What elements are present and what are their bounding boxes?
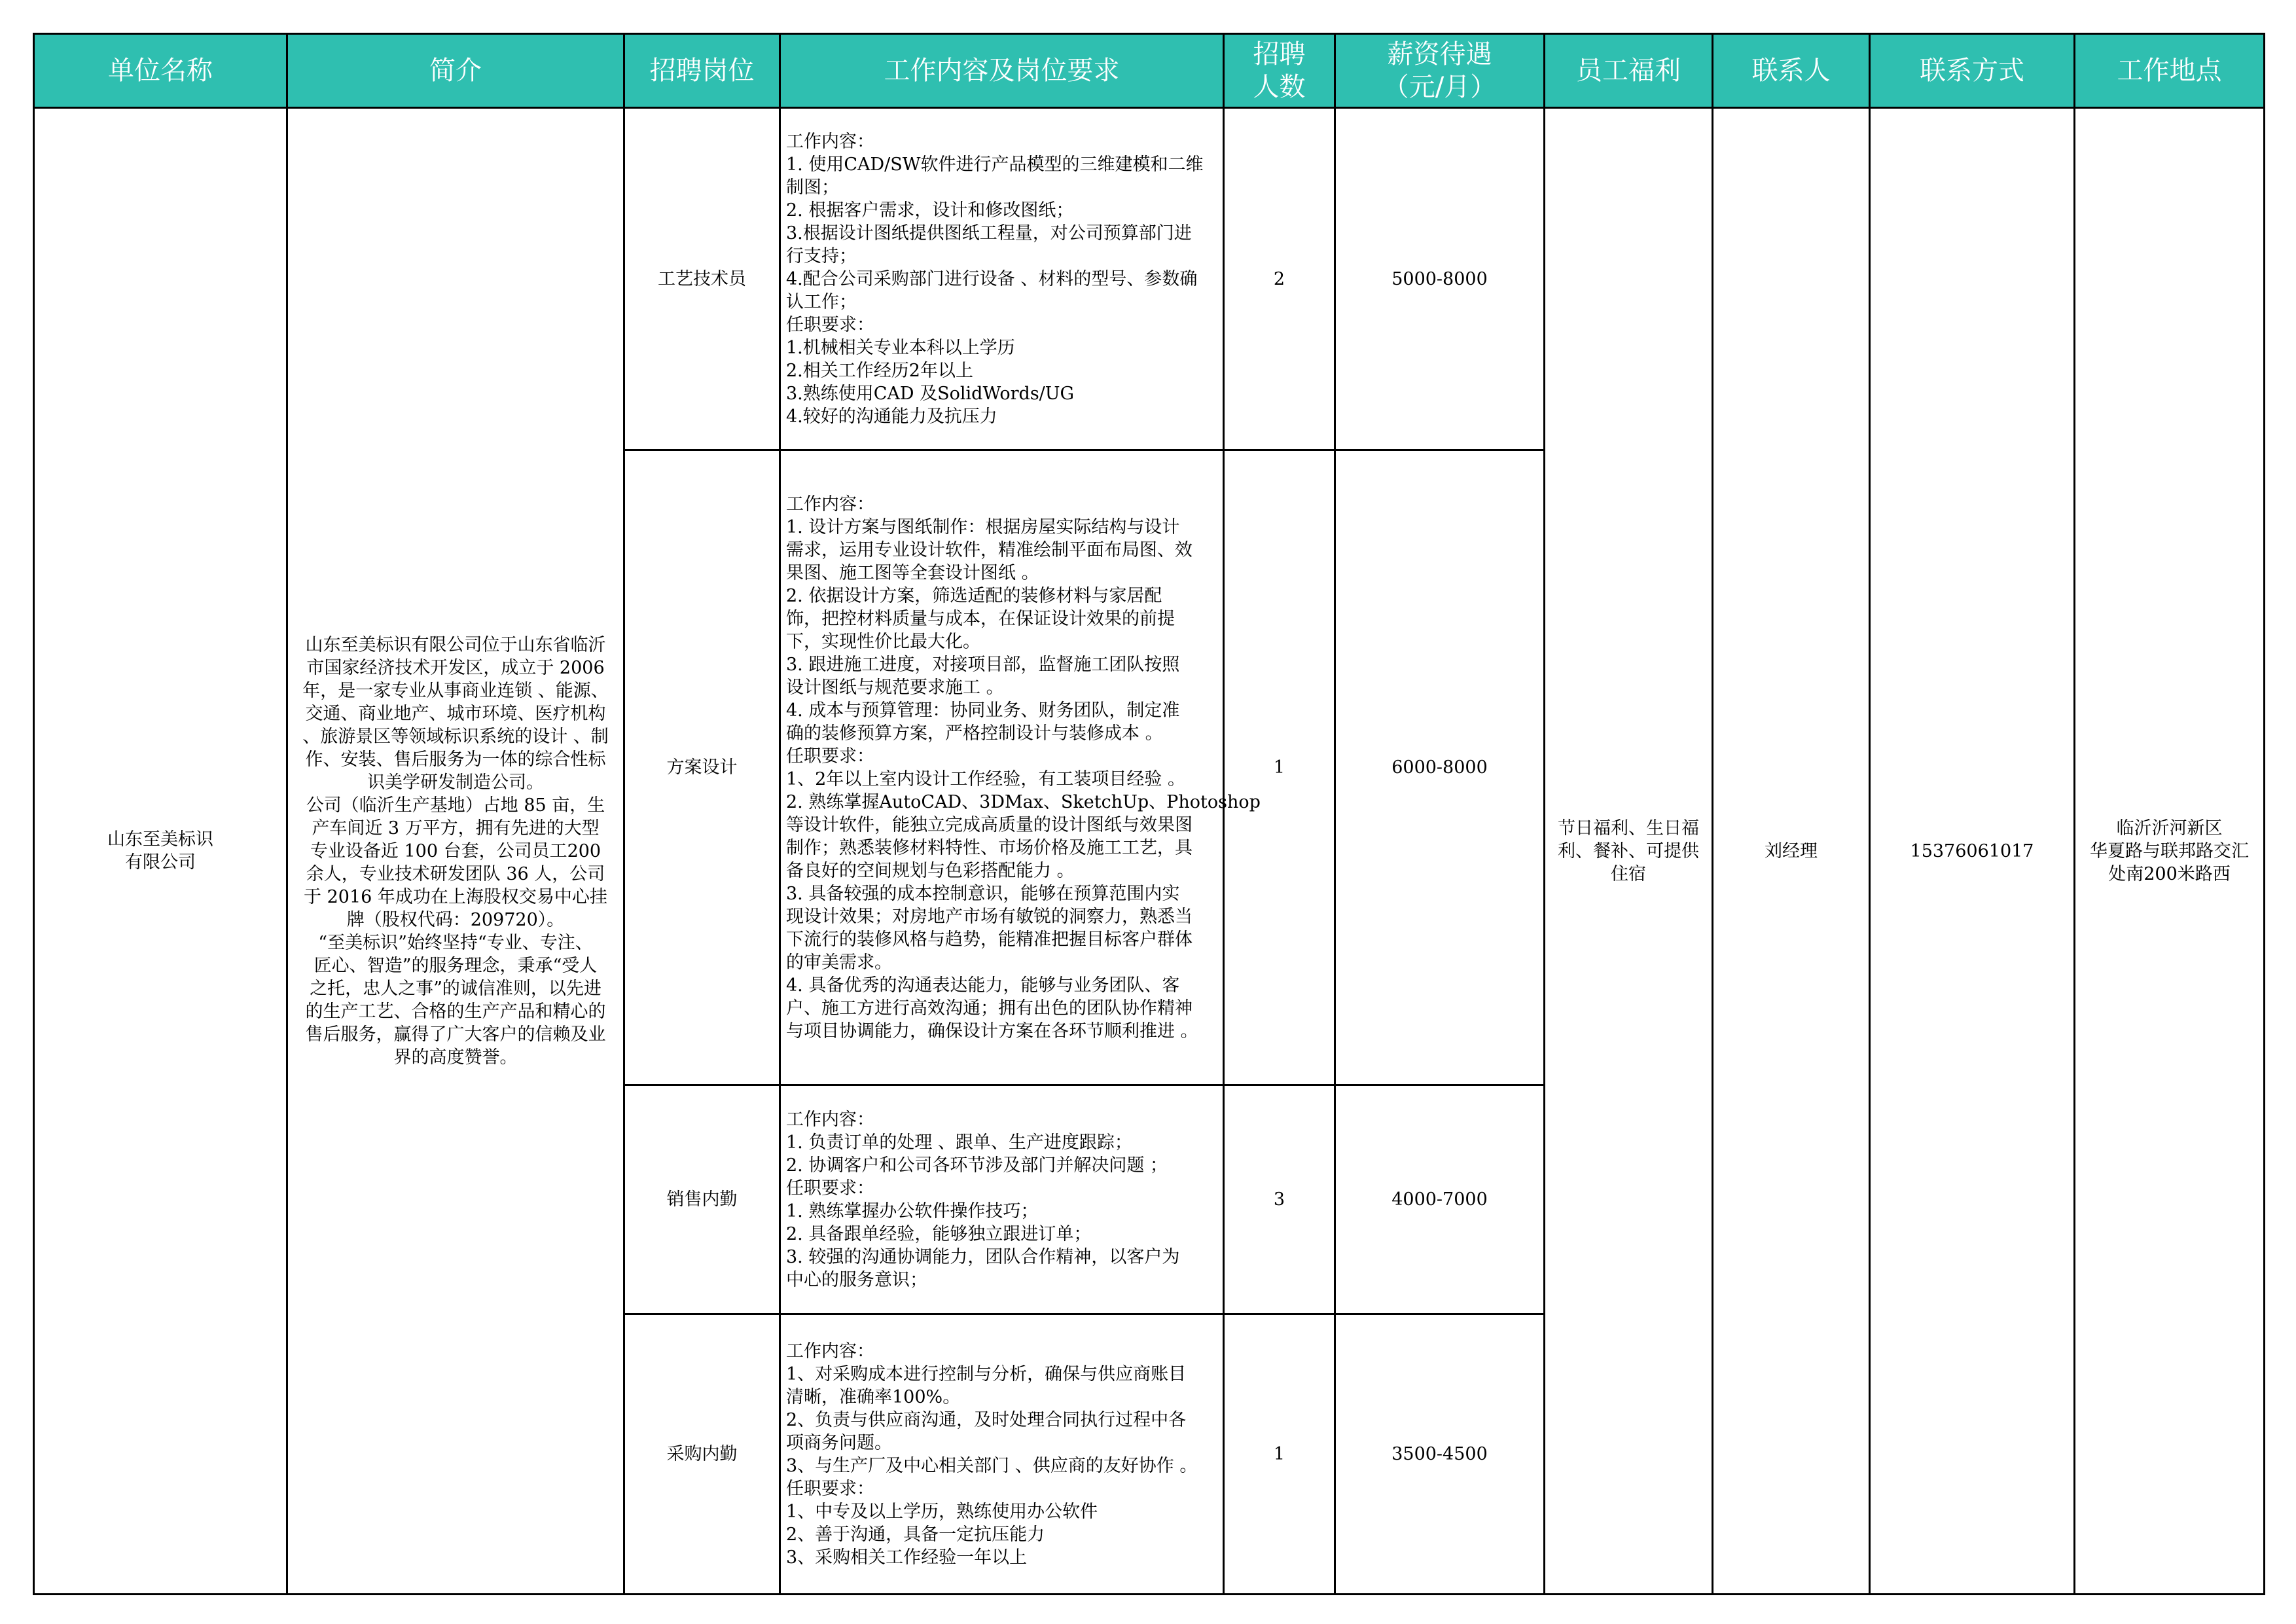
header-description: 工作内容及岗位要求: [780, 34, 1224, 108]
job-headcount: 2: [1224, 108, 1335, 450]
job-headcount: 3: [1224, 1085, 1335, 1314]
job-title: 销售内勤: [624, 1085, 780, 1314]
job-headcount: 1: [1224, 1314, 1335, 1595]
company-contact: 刘经理: [1713, 108, 1870, 1595]
company-benefits: 节日福利、生日福 利、餐补、可提供 住宿: [1545, 108, 1713, 1595]
job-description: 工作内容： 1、对采购成本进行控制与分析，确保与供应商账目 清晰，准确率100%。 2、负责与供应商沟通，及时处理合同执行过程中各 项商务问题。 3、与生产厂及中心相关部门 、供应商的友好协作 。 任职要求： 1、中专及以上学历，熟练使用办公软件 2、善于沟通，具备一定抗压能力 3、采购相关工作经验一年以上: [780, 1314, 1224, 1595]
job-salary: 4000-7000: [1335, 1085, 1545, 1314]
header-benefits: 员工福利: [1545, 34, 1713, 108]
job-description: 工作内容： 1. 设计方案与图纸制作：根据房屋实际结构与设计 需求，运用专业设计软件，精准绘制平面布局图、效 果图、施工图等全套设计图纸 。 2. 依据设计方案，筛选适配的装修材料与家居配 饰，把控材料质量与成本，在保证设计效果的前提 下，实现性价比最大化。 3. 跟进施工进度，对接项目部，监督施工团队按照 设计图纸与规范要求施工 。 4. 成本与预算管理：协同业务、财务团队，制定准 确的装修预算方案，严格控制设计与装修成本 。 任职要求： 1、2年以上室内设计工作经验，有工装项目经验 。 2. 熟练掌握AutoCAD、3DMax、SketchUp、Photoshop 等设计软件，能独立完成高质量的设计图纸与效果图 制作；熟悉装修材料特性、市场价格及施工工艺，具 备良好的空间规划与色彩搭配能力 。 3. 具备较强的成本控制意识，能够在预算范围内实 现设计效果；对房地产市场有敏锐的洞察力，熟悉当 下流行的装修风格与趋势，能精准把握目标客户群体 的审美需求。 4. 具备优秀的沟通表达能力，能够与业务团队、客 户、施工方进行高效沟通；拥有出色的团队协作精神 与项目协调能力，确保设计方案在各环节顺利推进 。: [780, 450, 1224, 1085]
header-headcount: 招聘 人数: [1224, 34, 1335, 108]
company-location: 临沂沂河新区 华夏路与联邦路交汇 处南200米路西: [2075, 108, 2265, 1595]
job-description: 工作内容： 1. 负责订单的处理 、跟单、生产进度跟踪； 2. 协调客户和公司各环节涉及部门并解决问题 ； 任职要求： 1. 熟练掌握办公软件操作技巧； 2. 具备跟单经验，能够独立跟进订单； 3. 较强的沟通协调能力，团队合作精神，以客户为 中心的服务意识；: [780, 1085, 1224, 1314]
header-intro: 简介: [287, 34, 624, 108]
job-salary: 6000-8000: [1335, 450, 1545, 1085]
header-contact: 联系人: [1713, 34, 1870, 108]
header-position: 招聘岗位: [624, 34, 780, 108]
job-description: 工作内容： 1. 使用CAD/SW软件进行产品模型的三维建模和二维 制图； 2. 根据客户需求，设计和修改图纸； 3.根据设计图纸提供图纸工程量，对公司预算部门进 行支持； 4.配合公司采购部门进行设备 、材料的型号、参数确 认工作； 任职要求： 1.机械相关专业本科以上学历 2.相关工作经历2年以上 3.熟练使用CAD 及SolidWords/UG 4.较好的沟通能力及抗压力: [780, 108, 1224, 450]
header-salary: 薪资待遇 （元/月）: [1335, 34, 1545, 108]
recruitment-table: [33, 33, 2265, 1595]
job-title: 采购内勤: [624, 1314, 780, 1595]
company-name: 山东至美标识 有限公司: [34, 108, 287, 1595]
job-title: 工艺技术员: [624, 108, 780, 450]
job-salary: 5000-8000: [1335, 108, 1545, 450]
header-phone: 联系方式: [1870, 34, 2075, 108]
header-location: 工作地点: [2075, 34, 2265, 108]
header-row: [34, 34, 2265, 108]
table-row: [34, 108, 2265, 450]
company-intro: 山东至美标识有限公司位于山东省临沂 市国家经济技术开发区，成立于 2006 年，是一家专业从事商业连锁 、能源、 交通、商业地产、城市环境、医疗机构 、旅游景区等领域标识系统的设计 、制 作、安装、售后服务为一体的综合性标 识美学研发制造公司。 公司（临沂生产基地）占地 85 亩，生 产车间近 3 万平方，拥有先进的大型 专业设备近 100 台套，公司员工200 余人，专业技术研发团队 36 人，公司 于 2016 年成功在上海股权交易中心挂 牌（股权代码：209720）。 “至美标识”始终坚持“专业、专注、 匠心、智造”的服务理念，秉承“受人 之托，忠人之事”的诚信准则，以先进 的生产工艺、合格的生产产品和精心的 售后服务，赢得了广大客户的信赖及业 界的高度赞誉。: [287, 108, 624, 1595]
job-salary: 3500-4500: [1335, 1314, 1545, 1595]
job-title: 方案设计: [624, 450, 780, 1085]
header-company: 单位名称: [34, 34, 287, 108]
company-phone: 15376061017: [1870, 108, 2075, 1595]
job-headcount: 1: [1224, 450, 1335, 1085]
